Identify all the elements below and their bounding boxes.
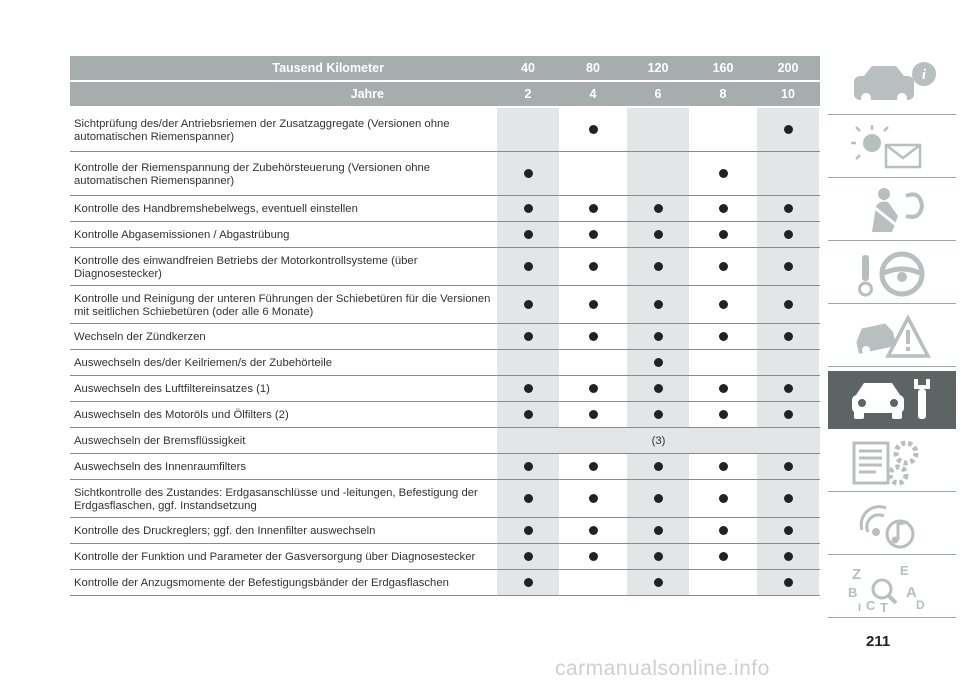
interval-cell <box>757 152 819 195</box>
chapter-tab-seatbelt-airbag[interactable] <box>828 182 956 241</box>
check-dot <box>719 494 728 503</box>
year-header-label: Jahre <box>350 87 384 101</box>
table-row <box>70 570 820 596</box>
check-dot <box>719 332 728 341</box>
table-row <box>70 376 820 402</box>
interval-cell <box>497 480 559 517</box>
interval-cell <box>627 324 689 349</box>
chapter-tab-warning-lights[interactable] <box>828 119 956 178</box>
table-row <box>70 454 820 480</box>
check-dot <box>654 332 663 341</box>
check-dot <box>524 494 533 503</box>
check-dot <box>589 332 598 341</box>
chapter-tab-multimedia[interactable] <box>828 496 956 555</box>
chapter-tab-car-info[interactable] <box>828 56 956 115</box>
check-dot <box>784 526 793 535</box>
year-col-1: 2 <box>524 87 532 101</box>
check-dot <box>524 384 533 393</box>
check-dot <box>719 552 728 561</box>
interval-cell <box>562 518 624 543</box>
interval-cell <box>497 152 559 195</box>
interval-cell <box>692 402 754 427</box>
interval-cell <box>627 376 689 401</box>
km-col-3: 120 <box>647 61 669 75</box>
interval-cell <box>692 324 754 349</box>
task-label: Auswechseln des Innenraumfilters <box>74 461 247 473</box>
chapter-tab-specs-gears[interactable] <box>828 433 956 492</box>
header-km-row <box>70 56 820 80</box>
table-row <box>70 428 820 454</box>
task-label: Kontrolle der Funktion und Parameter der Gasversorgung über Diagnosestecker <box>74 551 476 563</box>
chapter-tab-car-wrench[interactable] <box>828 371 956 429</box>
svg-text:I: I <box>858 602 862 613</box>
interval-cell <box>692 350 754 375</box>
interval-cell <box>497 402 559 427</box>
task-label: Auswechseln des/der Keilriemen/s der Zubehörteile <box>74 357 333 369</box>
km-col-1: 40 <box>521 61 535 75</box>
interval-cell <box>692 518 754 543</box>
check-dot <box>784 578 793 587</box>
interval-cell <box>627 222 689 247</box>
interval-cell <box>562 376 624 401</box>
interval-cell <box>497 518 559 543</box>
interval-cell <box>562 152 624 195</box>
chapter-tab-steering-wheel-key[interactable] <box>828 245 956 304</box>
interval-cell <box>627 454 689 479</box>
table-row <box>70 518 820 544</box>
interval-cell <box>627 480 689 517</box>
check-dot <box>654 384 663 393</box>
interval-cell <box>757 454 819 479</box>
task-label: Auswechseln des Luftfiltereinsatzes (1) <box>74 383 270 395</box>
check-dot <box>589 552 598 561</box>
year-col-2: 4 <box>589 87 597 101</box>
interval-cell <box>497 454 559 479</box>
interval-cell <box>497 324 559 349</box>
km-col-5: 200 <box>777 61 799 75</box>
interval-cell <box>562 402 624 427</box>
check-dot <box>654 494 663 503</box>
chapter-tab-accident-warning[interactable] <box>828 308 956 367</box>
interval-cell <box>562 350 624 375</box>
table-row <box>70 108 820 152</box>
interval-cell <box>692 376 754 401</box>
chapter-tab-index-letters[interactable] <box>828 559 956 618</box>
year-col-3: 6 <box>654 87 662 101</box>
check-dot <box>524 332 533 341</box>
interval-cell <box>757 324 819 349</box>
interval-cell <box>562 108 624 151</box>
check-dot <box>719 169 728 178</box>
interval-cell <box>562 286 624 323</box>
svg-text:i: i <box>921 67 927 83</box>
task-label: Wechseln der Zündkerzen <box>74 331 206 343</box>
table-row <box>70 196 820 222</box>
interval-cell <box>692 108 754 151</box>
check-dot <box>654 526 663 535</box>
task-label: Sichtkontrolle des Zustandes: Erdgasanschlüsse und -leitungen, Befestigung der Erdgasflaschen, ggf. Instandsetzung <box>74 486 478 512</box>
check-dot <box>784 462 793 471</box>
interval-cell <box>627 570 689 595</box>
interval-cell <box>627 152 689 195</box>
check-dot <box>589 230 598 239</box>
check-dot <box>589 526 598 535</box>
interval-cell <box>692 196 754 221</box>
interval-cell <box>497 108 559 151</box>
task-label: Kontrolle des einwandfreien Betriebs der Motorkontrollsysteme (über Diagnosestecker) <box>74 254 418 280</box>
interval-cell <box>757 518 819 543</box>
interval-cell <box>497 248 559 285</box>
interval-cell <box>627 518 689 543</box>
steering-wheel-key-icon <box>842 249 942 299</box>
check-dot <box>524 410 533 419</box>
warning-lights-icon <box>842 123 942 173</box>
check-dot <box>784 332 793 341</box>
table-row <box>70 480 820 518</box>
multimedia-icon <box>842 500 942 550</box>
check-dot <box>719 262 728 271</box>
svg-text:B: B <box>848 585 858 600</box>
check-dot <box>654 262 663 271</box>
interval-cell <box>562 324 624 349</box>
task-label: Kontrolle und Reinigung der unteren Führungen der Schiebetüren für die Versionen mit seitlichen Schiebetüren (oder alle 6 Monate) <box>74 292 491 318</box>
check-dot <box>654 230 663 239</box>
table-row <box>70 350 820 376</box>
interval-cell <box>757 108 819 151</box>
check-dot <box>784 494 793 503</box>
check-dot <box>719 384 728 393</box>
check-dot <box>784 384 793 393</box>
check-dot <box>784 300 793 309</box>
watermark: carmanualsonline.info <box>555 657 770 680</box>
check-dot <box>524 552 533 561</box>
check-dot <box>654 204 663 213</box>
check-dot <box>524 462 533 471</box>
interval-cell <box>627 402 689 427</box>
interval-cell <box>497 222 559 247</box>
check-dot <box>654 300 663 309</box>
check-dot <box>719 462 728 471</box>
check-dot <box>589 204 598 213</box>
chapter-tabs <box>828 56 956 622</box>
interval-cell <box>692 152 754 195</box>
km-header-label: Tausend Kilometer <box>272 61 384 75</box>
check-dot <box>589 300 598 309</box>
check-dot <box>524 526 533 535</box>
interval-cell <box>757 402 819 427</box>
check-dot <box>784 204 793 213</box>
interval-cell <box>562 480 624 517</box>
interval-cell <box>757 480 819 517</box>
interval-cell <box>497 544 559 569</box>
check-dot <box>784 552 793 561</box>
check-dot <box>589 462 598 471</box>
interval-note: (3) <box>497 428 820 453</box>
check-dot <box>654 358 663 367</box>
interval-cell <box>497 350 559 375</box>
check-dot <box>784 410 793 419</box>
check-dot <box>589 494 598 503</box>
svg-text:E: E <box>900 563 909 578</box>
interval-cell <box>692 248 754 285</box>
car-info-icon <box>842 60 942 110</box>
interval-cell <box>757 350 819 375</box>
interval-cell <box>562 196 624 221</box>
interval-cell <box>497 376 559 401</box>
check-dot <box>589 384 598 393</box>
page-number: 211 <box>866 633 891 650</box>
interval-cell <box>757 570 819 595</box>
check-dot <box>589 410 598 419</box>
svg-text:D: D <box>916 598 925 612</box>
check-dot <box>524 230 533 239</box>
interval-cell <box>757 196 819 221</box>
interval-cell <box>692 570 754 595</box>
task-label: Auswechseln der Bremsflüssigkeit <box>74 435 246 447</box>
check-dot <box>784 230 793 239</box>
car-wrench-icon <box>842 375 942 425</box>
check-dot <box>524 578 533 587</box>
table-row <box>70 402 820 428</box>
seatbelt-airbag-icon <box>842 186 942 236</box>
check-dot <box>719 300 728 309</box>
interval-cell <box>562 222 624 247</box>
interval-cell <box>497 570 559 595</box>
check-dot <box>654 552 663 561</box>
svg-text:T: T <box>880 600 888 613</box>
check-dot <box>719 204 728 213</box>
table-row <box>70 222 820 248</box>
interval-cell <box>627 196 689 221</box>
check-dot <box>719 410 728 419</box>
km-col-2: 80 <box>586 61 600 75</box>
interval-cell <box>562 570 624 595</box>
table-body <box>70 108 820 596</box>
maintenance-table <box>70 56 820 596</box>
check-dot <box>589 262 598 271</box>
check-dot <box>524 262 533 271</box>
interval-cell <box>497 286 559 323</box>
interval-cell <box>692 286 754 323</box>
task-label: Kontrolle der Riemenspannung der Zubehörsteuerung (Versionen ohne automatischen Riemenspanner) <box>74 161 431 187</box>
check-dot <box>719 230 728 239</box>
interval-cell <box>757 248 819 285</box>
check-dot <box>654 410 663 419</box>
interval-cell <box>692 544 754 569</box>
interval-cell <box>757 544 819 569</box>
task-label: Kontrolle Abgasemissionen / Abgastrübung <box>74 229 290 241</box>
interval-cell <box>497 196 559 221</box>
check-dot <box>524 169 533 178</box>
table-row <box>70 544 820 570</box>
interval-cell <box>757 376 819 401</box>
svg-text:Z: Z <box>852 566 862 583</box>
specs-gears-icon <box>842 437 942 487</box>
interval-cell <box>562 454 624 479</box>
interval-cell <box>757 222 819 247</box>
task-label: Kontrolle des Handbremshebelwegs, eventuell einstellen <box>74 203 358 215</box>
year-col-4: 8 <box>719 87 727 101</box>
interval-cell <box>692 222 754 247</box>
interval-cell <box>757 286 819 323</box>
interval-cell <box>562 248 624 285</box>
check-dot <box>784 262 793 271</box>
interval-cell <box>627 286 689 323</box>
task-label: Kontrolle des Druckreglers; ggf. den Innenfilter auswechseln <box>74 525 376 537</box>
index-letters-icon <box>842 563 942 613</box>
table-row <box>70 152 820 196</box>
svg-text:C: C <box>866 598 876 613</box>
table-row <box>70 324 820 350</box>
accident-warning-icon <box>842 312 942 362</box>
interval-cell <box>627 108 689 151</box>
km-col-4: 160 <box>712 61 734 75</box>
task-label: Auswechseln des Motoröls und Ölfilters (2) <box>74 409 289 421</box>
interval-cell <box>627 248 689 285</box>
table-row <box>70 286 820 324</box>
svg-text:A: A <box>906 584 917 601</box>
table-row <box>70 248 820 286</box>
interval-cell <box>627 544 689 569</box>
task-label: Sichtprüfung des/der Antriebsriemen der Zusatzaggregate (Versionen ohne automatischen Riemenspanner) <box>74 117 450 143</box>
check-dot <box>589 125 598 134</box>
interval-cell <box>692 454 754 479</box>
check-dot <box>524 300 533 309</box>
interval-cell <box>692 480 754 517</box>
header-year-row <box>70 82 820 106</box>
check-dot <box>524 204 533 213</box>
interval-cell <box>627 350 689 375</box>
check-dot <box>784 125 793 134</box>
check-dot <box>719 526 728 535</box>
task-label: Kontrolle der Anzugsmomente der Befestigungsbänder der Erdgasflaschen <box>74 577 449 589</box>
year-col-5: 10 <box>781 87 795 101</box>
check-dot <box>654 578 663 587</box>
check-dot <box>654 462 663 471</box>
interval-cell <box>562 544 624 569</box>
